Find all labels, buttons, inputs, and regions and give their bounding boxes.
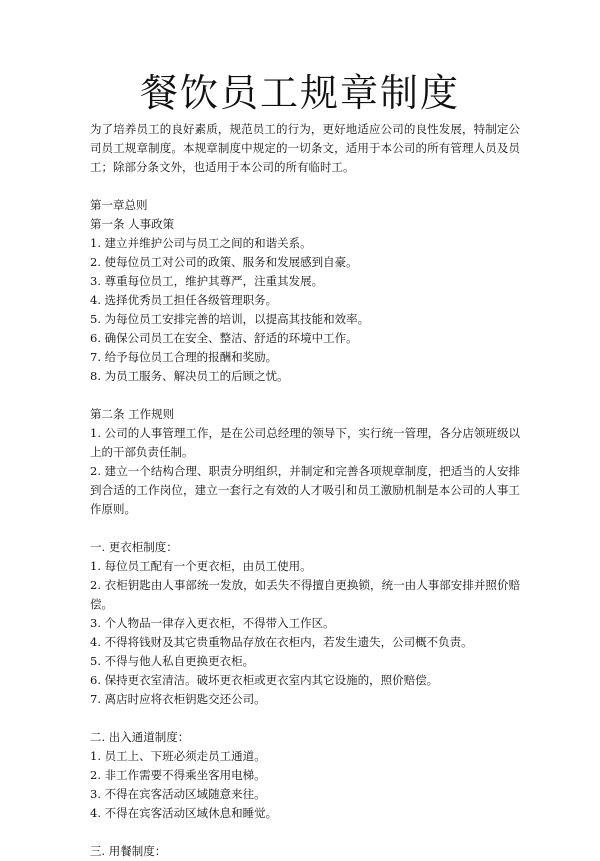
article-heading: 第二条 工作规则 [90, 407, 175, 421]
spacer [90, 709, 520, 728]
list-item: 2. 衣柜钥匙由人事部统一发放，如丢失不得擅自更换锁，统一由人事部安排并照价赔偿。 [90, 578, 520, 611]
list-item: 8. 为员工服务、解决员工的后顾之忧。 [90, 369, 289, 383]
list-item: 1. 公司的人事管理工作，是在公司总经理的领导下，实行统一管理，各分店领班级以上的干部负责任制。 [90, 426, 520, 459]
article-heading: 第一条 人事政策 [90, 217, 175, 231]
list-item: 6. 确保公司员工在安全、整洁、舒适的环境中工作。 [90, 331, 358, 345]
list-item: 7. 给予每位员工合理的报酬和奖励。 [90, 350, 278, 364]
list-item: 4. 不得在宾客活动区域休息和睡觉。 [90, 806, 278, 820]
list-item: 3. 尊重每位员工，维护其尊严，注重其发展。 [90, 274, 324, 288]
list-item: 6. 保持更衣室清洁。破坏更衣柜或更衣室内其它设施的，照价赔偿。 [90, 673, 439, 687]
list-item: 2. 使每位员工对公司的政策、服务和发展感到自豪。 [90, 255, 358, 269]
spacer [90, 823, 520, 842]
list-item: 5. 为每位员工安排完善的培训，以提高其技能和效率。 [90, 312, 370, 326]
list-item: 4. 选择优秀员工担任各级管理职务。 [90, 293, 278, 307]
document-body [90, 120, 520, 861]
spacer [90, 519, 520, 538]
section-heading: 三. 用餐制度： [90, 844, 167, 858]
list-item: 7. 离店时应将衣柜钥匙交还公司。 [90, 692, 266, 706]
list-item: 3. 个人物品一律存入更衣柜，不得带入工作区。 [90, 616, 335, 630]
list-item: 2. 建立一个结构合理、职责分明组织，并制定和完善各项规章制度，把适当的人安排到合适的工作岗位，建立一套行之有效的人才吸引和员工激励机制是本公司的人事工作原则。 [90, 464, 520, 516]
spacer [90, 386, 520, 405]
document-title: 餐饮员工规章制度 [139, 71, 460, 115]
list-item: 1. 建立并维护公司与员工之间的和谐关系。 [90, 236, 312, 250]
list-item: 3. 不得在宾客活动区域随意来往。 [90, 787, 266, 801]
chapter-heading: 第一章总则 [90, 198, 148, 212]
list-item: 1. 每位员工配有一个更衣柜，由员工使用。 [90, 559, 312, 573]
list-item: 4. 不得将钱财及其它贵重物品存放在衣柜内，若发生遗失，公司概不负责。 [90, 635, 473, 649]
list-item: 5. 不得与他人私自更换更衣柜。 [90, 654, 255, 668]
list-item: 1. 员工上、下班必须走员工通道。 [90, 749, 266, 763]
list-item: 2. 非工作需要不得乘坐客用电梯。 [90, 768, 266, 782]
spacer [90, 177, 520, 196]
intro-paragraph: 为了培养员工的良好素质，规范员工的行为，更好地适应公司的良性发展，特制定公司员工规章制度。本规章制度中规定的一切条文，适用于本公司的所有管理人员及员工；除部分条文外，也适用于本公司的所有临时工。 [90, 122, 520, 174]
section-heading: 二. 出入通道制度： [90, 730, 190, 744]
section-heading: 一. 更衣柜制度： [90, 540, 178, 554]
